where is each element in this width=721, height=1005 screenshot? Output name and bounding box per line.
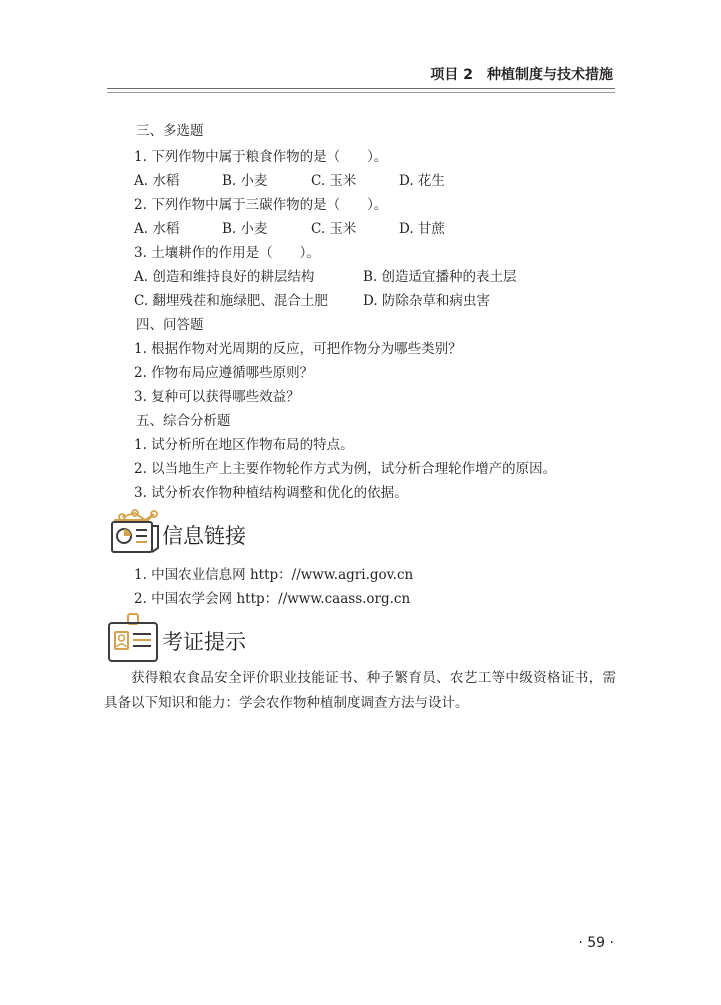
cert-tips-paragraph: 获得粮农食品安全评价职业技能证书、种子繁育员、农艺工等中级资格证书，需具备以下知识和能力：学会农作物种植制度调查方法与设计。 [104,670,616,711]
page-number: · 59 · [578,935,614,951]
section-heading-qa: 四、问答题 [136,317,204,333]
question-3: 3. 土壤耕作的作用是（ ）。 [134,245,320,261]
analysis-item-1: 1. 试分析所在地区作物布局的特点。 [134,437,354,453]
q3-option-c: C. 翻埋残茬和施绿肥、混合土肥 [134,293,328,309]
section-heading-analysis: 五、综合分析题 [136,413,231,429]
question-1: 1. 下列作物中属于粮食作物的是（ ）。 [134,149,388,165]
analysis-item-2: 2. 以当地生产上主要作物轮作方式为例，试分析合理轮作增产的原因。 [134,461,557,477]
q2-option-d: D. 甘蔗 [399,221,445,237]
q3-option-d: D. 防除杂草和病虫害 [363,293,490,309]
header-rule-thin [107,92,615,93]
qa-item-2: 2. 作物布局应遵循哪些原则？ [134,365,314,381]
cert-tips-title: 考证提示 [162,630,246,654]
q1-option-b: B. 小麦 [222,173,268,189]
header-rule-thick [107,88,615,89]
question-2: 2. 下列作物中属于三碳作物的是（ ）。 [134,197,388,213]
info-link-title: 信息链接 [162,524,246,548]
q2-option-a: A. 水稻 [134,221,180,237]
project-number: 项目 2 [430,67,473,83]
link-item-2[interactable]: 2. 中国农学会网 http：//www.caass.org.cn [134,591,411,607]
q1-option-c: C. 玉米 [311,173,357,189]
qa-item-3: 3. 复种可以获得哪些效益？ [134,389,300,405]
running-header [430,64,613,84]
q1-option-d: D. 花生 [399,173,445,189]
q1-option-a: A. 水稻 [134,173,180,189]
chapter-title: 种植制度与技术措施 [487,67,613,83]
q3-option-a: A. 创造和维持良好的耕层结构 [134,269,315,285]
q3-option-b: B. 创造适宜播种的表土层 [363,269,517,285]
q2-option-b: B. 小麦 [222,221,268,237]
link-item-1[interactable]: 1. 中国农业信息网 http：//www.agri.gov.cn [134,567,414,583]
analysis-item-3: 3. 试分析农作物种植结构调整和优化的依据。 [134,485,408,501]
qa-item-1: 1. 根据作物对光周期的反应，可把作物分为哪些类别？ [134,341,462,357]
id-badge-icon [106,612,160,668]
q2-option-c: C. 玉米 [311,221,357,237]
chart-document-icon [108,508,162,560]
section-heading-multiple-choice: 三、多选题 [136,123,204,139]
